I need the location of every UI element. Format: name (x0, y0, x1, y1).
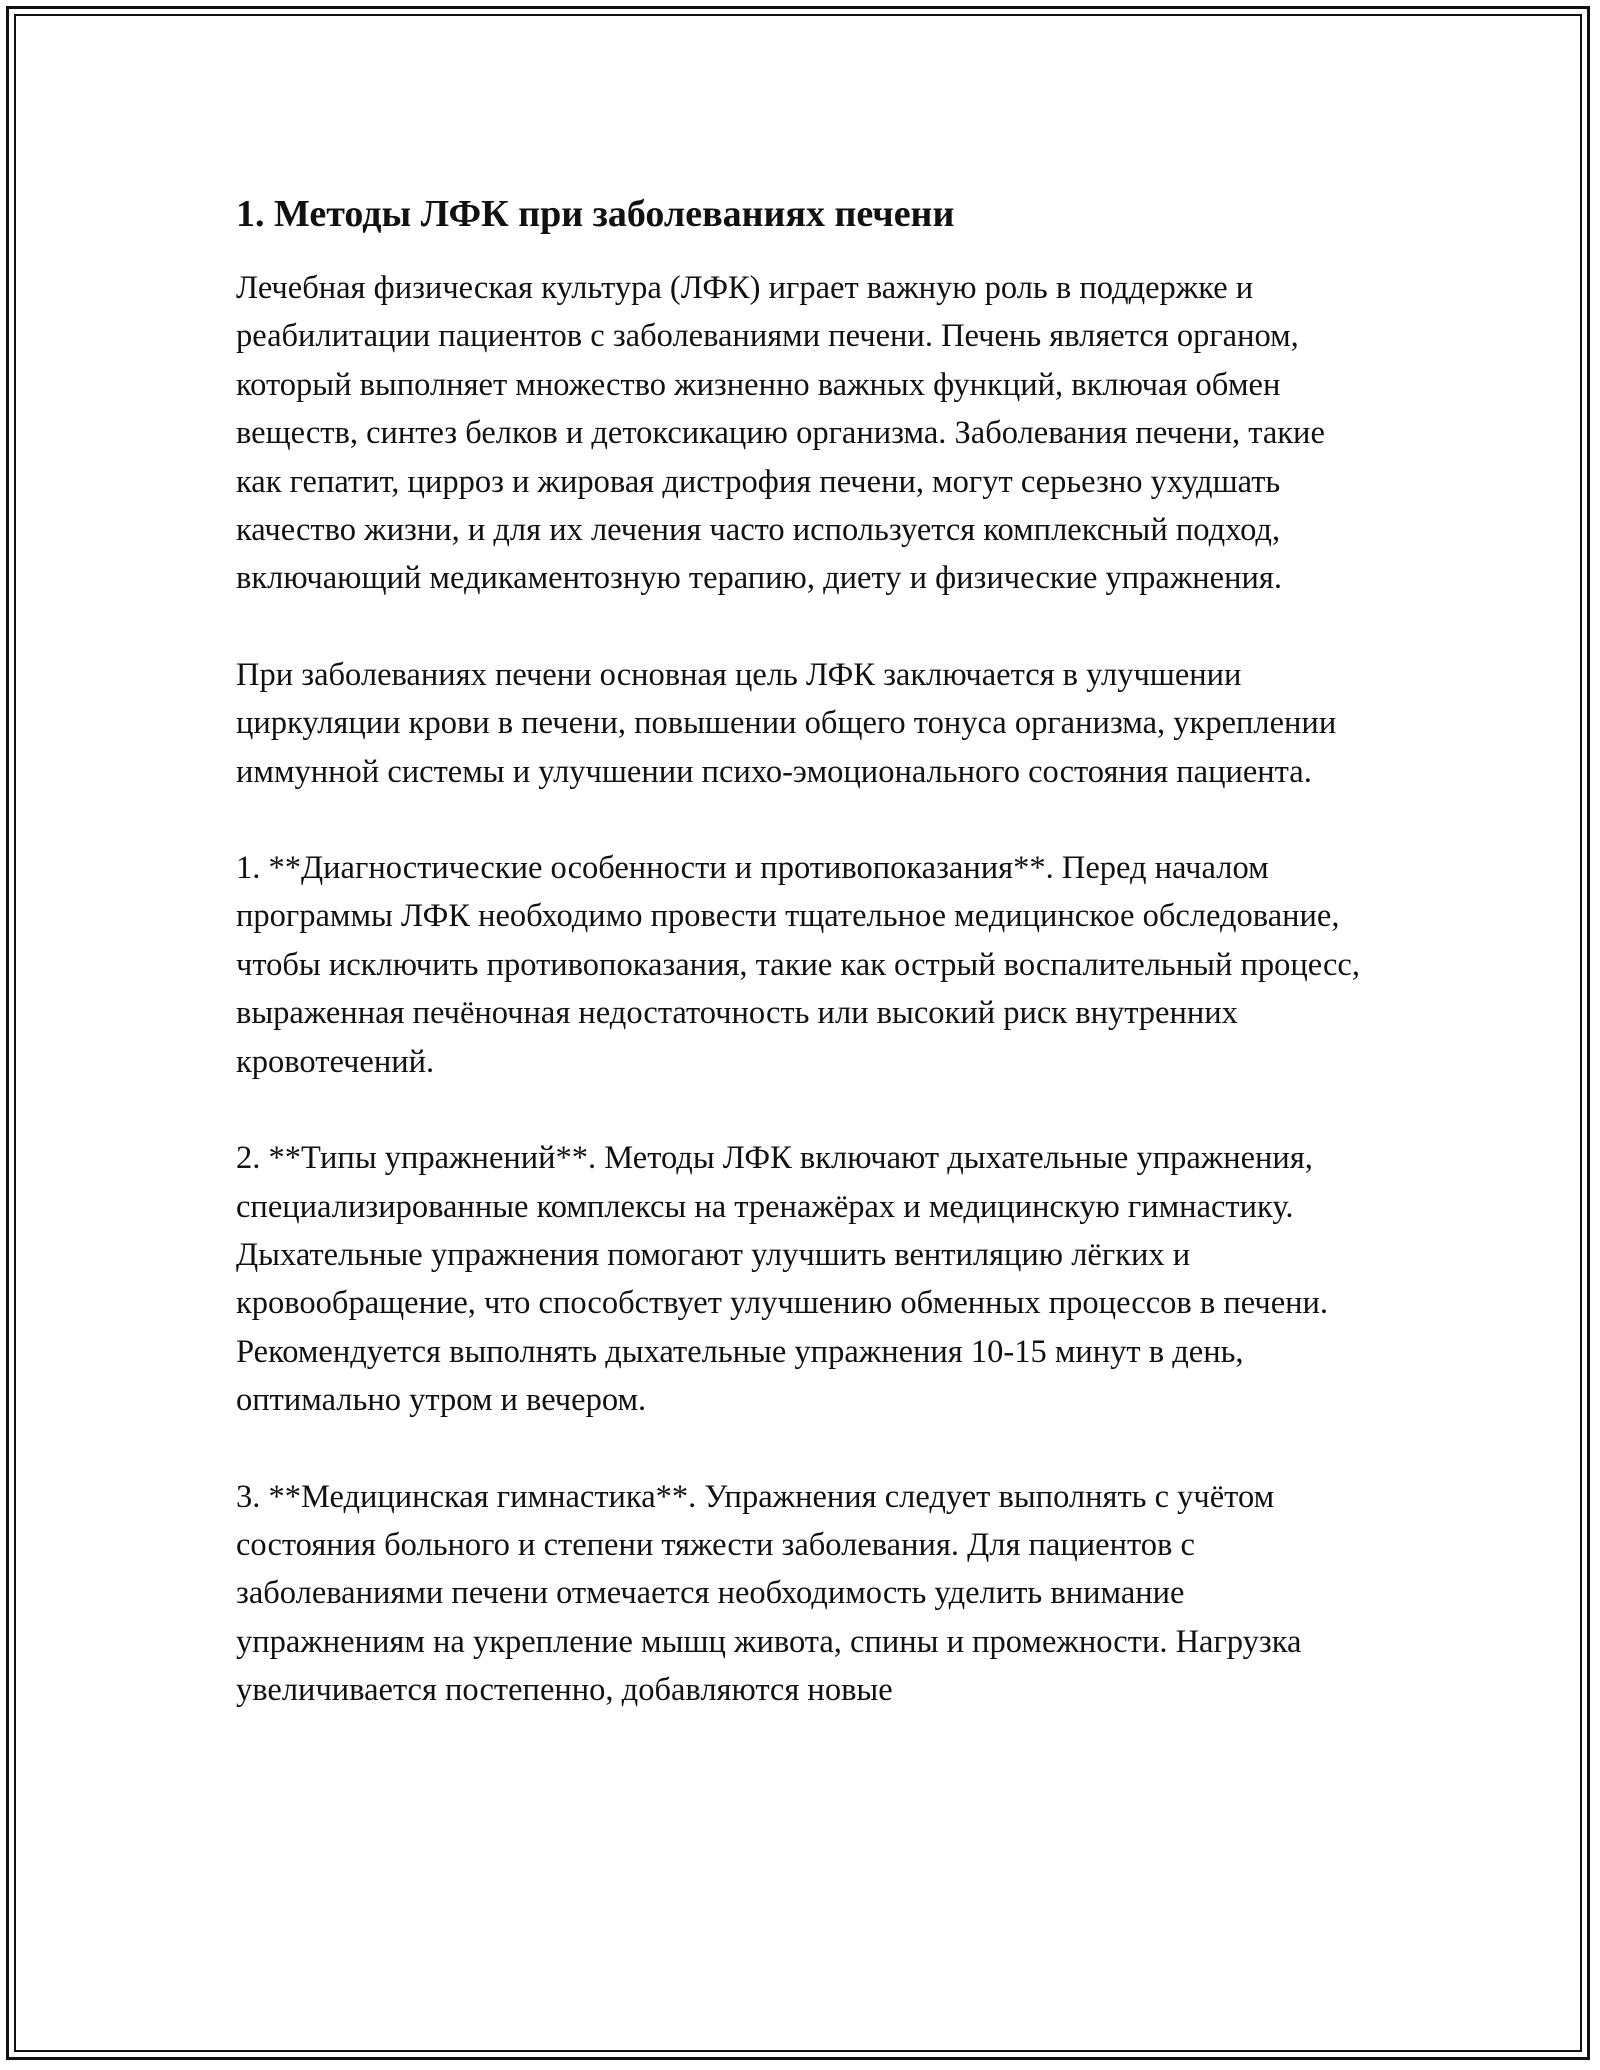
section-heading: 1. Методы ЛФК при заболеваниях печени (236, 193, 955, 235)
paragraph-item-medical-gymnastics: 3. **Медицинская гимнастика**. Упражнения следует выполнять с учётом состояния больного и степени тяжести заболевания. Для пациентов с заболеваниями печени отмечается необходимость уделить внимание упражнениям на укрепление мышц живота, спины и промежности. Нагрузка увеличивается постепенно, добавляются новые (236, 1478, 1302, 1709)
paragraph-goals: При заболеваниях печени основная цель ЛФК заключается в улучшении циркуляции крови в печени, повышении общего тонуса организма, укреплении иммунной системы и улучшении психо-эмоционального состояния пациента. (236, 656, 1337, 790)
paragraph-intro: Лечебная физическая культура (ЛФК) играет важную роль в поддержке и реабилитации пациентов с заболеваниями печени. Печень является органом, который выполняет множество жизненно важных функций, включая обмен веществ, синтез белков и детоксикацию организма. Заболевания печени, такие как гепатит, цирроз и жировая дистрофия печени, могут серьезно ухудшать качество жизни, и для их лечения часто используется комплексный подход, включающий медикаментозную терапию, диету и физические упражнения. (236, 270, 1325, 597)
paragraph-item-exercise-types: 2. **Типы упражнений**. Методы ЛФК включают дыхательные упражнения, специализированные комплексы на тренажёрах и медицинскую гимнастику. Дыхательные упражнения помогают улучшить вентиляцию лёгких и кровообращение, что способствует улучшению обменных процессов в печени. Рекомендуется выполнять дыхательные упражнения 10-15 минут в день, оптимально утром и вечером. (236, 1140, 1329, 1419)
paragraph-item-diagnostics: 1. **Диагностические особенности и противопоказания**. Перед началом программы ЛФК необходимо провести тщательное медицинское обследование, чтобы исключить противопоказания, такие как острый воспалительный процесс, выраженная печёночная недостаточность или высокий риск внутренних кровотечений. (236, 850, 1360, 1080)
document-body (236, 186, 1376, 1763)
